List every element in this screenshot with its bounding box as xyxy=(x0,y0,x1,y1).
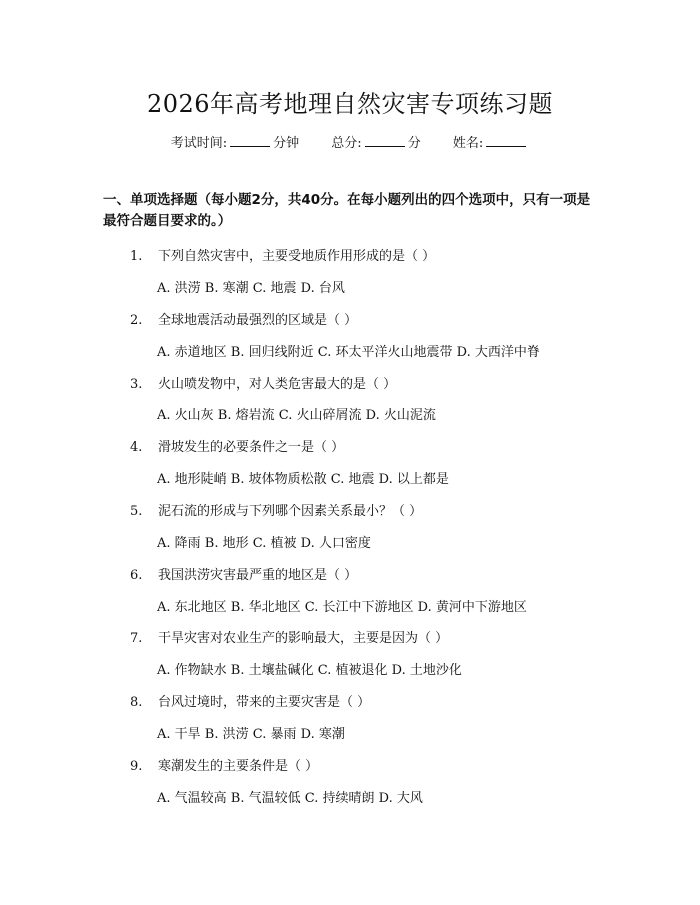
question-number: 9. xyxy=(130,759,143,774)
score-unit: 分 xyxy=(407,136,421,151)
question-2 xyxy=(130,309,610,328)
question-6-options: A. 东北地区 B. 华北地区 C. 长江中下游地区 D. 黄河中下游地区 xyxy=(157,600,527,615)
student-name xyxy=(453,132,529,151)
question-3 xyxy=(130,373,610,392)
question-text: 寒潮发生的主要条件是（ ） xyxy=(158,759,319,774)
question-8-options: A. 干旱 B. 洪涝 C. 暴雨 D. 寒潮 xyxy=(157,727,345,742)
question-6 xyxy=(130,564,610,583)
question-number: 2. xyxy=(130,313,143,328)
exam-time xyxy=(171,132,299,151)
question-1 xyxy=(130,245,610,264)
question-4 xyxy=(130,436,610,455)
question-number: 1. xyxy=(130,249,143,264)
score-label: 总分: xyxy=(331,136,362,151)
question-4-options: A. 地形陡峭 B. 坡体物质松散 C. 地震 D. 以上都是 xyxy=(157,472,449,487)
score-blank[interactable] xyxy=(365,135,405,147)
time-unit: 分钟 xyxy=(273,136,300,151)
question-text: 滑坡发生的必要条件之一是（ ） xyxy=(158,440,345,455)
question-text: 下列自然灾害中，主要受地质作用形成的是（ ） xyxy=(158,249,436,264)
question-number: 3. xyxy=(130,377,143,392)
name-blank[interactable] xyxy=(486,135,526,147)
total-score xyxy=(331,132,420,151)
question-text: 火山喷发物中，对人类危害最大的是（ ） xyxy=(158,377,397,392)
question-text: 台风过境时，带来的主要灾害是（ ） xyxy=(158,695,371,710)
page-title: 2026年高考地理自然灾害专项练习题 xyxy=(146,90,554,118)
question-8 xyxy=(130,691,610,710)
question-text: 干旱灾害对农业生产的影响最大，主要是因为（ ） xyxy=(158,631,449,646)
question-number: 4. xyxy=(130,440,143,455)
time-blank[interactable] xyxy=(230,135,270,147)
question-9 xyxy=(130,755,610,774)
question-text: 我国洪涝灾害最严重的地区是（ ） xyxy=(158,568,358,583)
question-3-options: A. 火山灰 B. 熔岩流 C. 火山碎屑流 D. 火山泥流 xyxy=(157,408,436,423)
question-9-options: A. 气温较高 B. 气温较低 C. 持续晴朗 D. 大风 xyxy=(157,791,423,806)
question-text: 全球地震活动最强烈的区域是（ ） xyxy=(158,313,358,328)
question-7 xyxy=(130,627,610,646)
question-text: 泥石流的形成与下列哪个因素关系最小？（ ） xyxy=(158,504,423,519)
section-title: 一、单项选择题（每小题2分，共40分。在每小题列出的四个选项中，只有一项是最符合题目要求的。） xyxy=(103,192,591,229)
question-number: 6. xyxy=(130,568,143,583)
exam-meta xyxy=(0,132,700,151)
question-7-options: A. 作物缺水 B. 土壤盐碱化 C. 植被退化 D. 土地沙化 xyxy=(157,663,462,678)
question-1-options: A. 洪涝 B. 寒潮 C. 地震 D. 台风 xyxy=(157,281,345,296)
name-label: 姓名: xyxy=(452,136,484,151)
question-5-options: A. 降雨 B. 地形 C. 植被 D. 人口密度 xyxy=(157,536,371,551)
question-number: 5. xyxy=(130,504,143,519)
question-5 xyxy=(130,500,610,519)
question-number: 8. xyxy=(130,695,143,710)
time-label: 考试时间: xyxy=(170,136,228,151)
question-2-options: A. 赤道地区 B. 回归线附近 C. 环太平洋火山地震带 D. 大西洋中脊 xyxy=(157,345,540,360)
question-number: 7. xyxy=(130,631,143,646)
